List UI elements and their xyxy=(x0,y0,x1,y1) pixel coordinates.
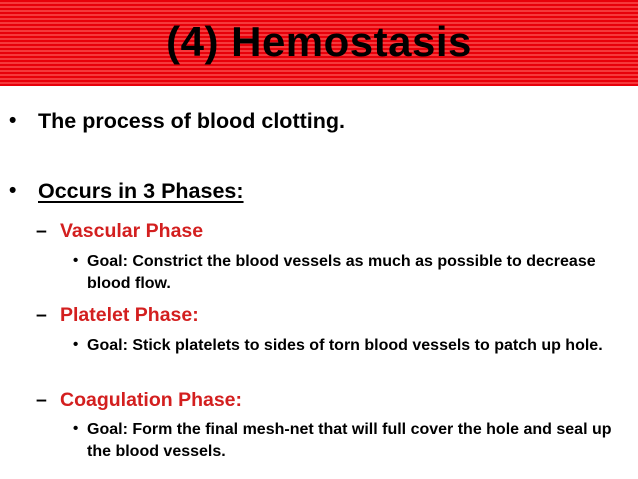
goal-bullet-marker: • xyxy=(73,336,79,353)
bullet-marker: • xyxy=(9,109,17,132)
phase-name: Coagulation Phase: xyxy=(60,389,243,411)
dash-marker: – xyxy=(36,389,47,411)
phase-goal-text: Goal: Constrict the blood vessels as much as possible to decrease blood flow. xyxy=(87,253,596,292)
phase-goal-platelet xyxy=(73,335,633,379)
slide-title: (4) Hemostasis xyxy=(166,18,472,65)
phase-goal-coagulation xyxy=(73,419,633,463)
phase-goal-text: Goal: Stick platelets to sides of torn blood vessels to patch up hole. xyxy=(87,337,603,354)
bullet-text: The process of blood clotting. xyxy=(38,109,345,133)
phase-heading-coagulation xyxy=(36,388,596,412)
phase-goal-vascular xyxy=(73,251,633,295)
bullet-item-clotting xyxy=(9,108,609,134)
bullet-marker: • xyxy=(9,179,17,202)
goal-bullet-marker: • xyxy=(73,252,79,269)
dash-marker: – xyxy=(36,304,47,326)
phase-heading-vascular xyxy=(36,219,596,243)
bullet-text: Occurs in 3 Phases: xyxy=(38,179,244,203)
bullet-item-phases xyxy=(9,178,609,204)
phase-name: Platelet Phase: xyxy=(60,304,199,326)
phase-name: Vascular Phase xyxy=(60,220,204,242)
goal-bullet-marker: • xyxy=(73,420,79,437)
phase-goal-text: Goal: Form the final mesh-net that will full cover the hole and seal up the blood vessels. xyxy=(87,421,612,460)
dash-marker: – xyxy=(36,220,47,242)
phase-heading-platelet xyxy=(36,303,596,327)
